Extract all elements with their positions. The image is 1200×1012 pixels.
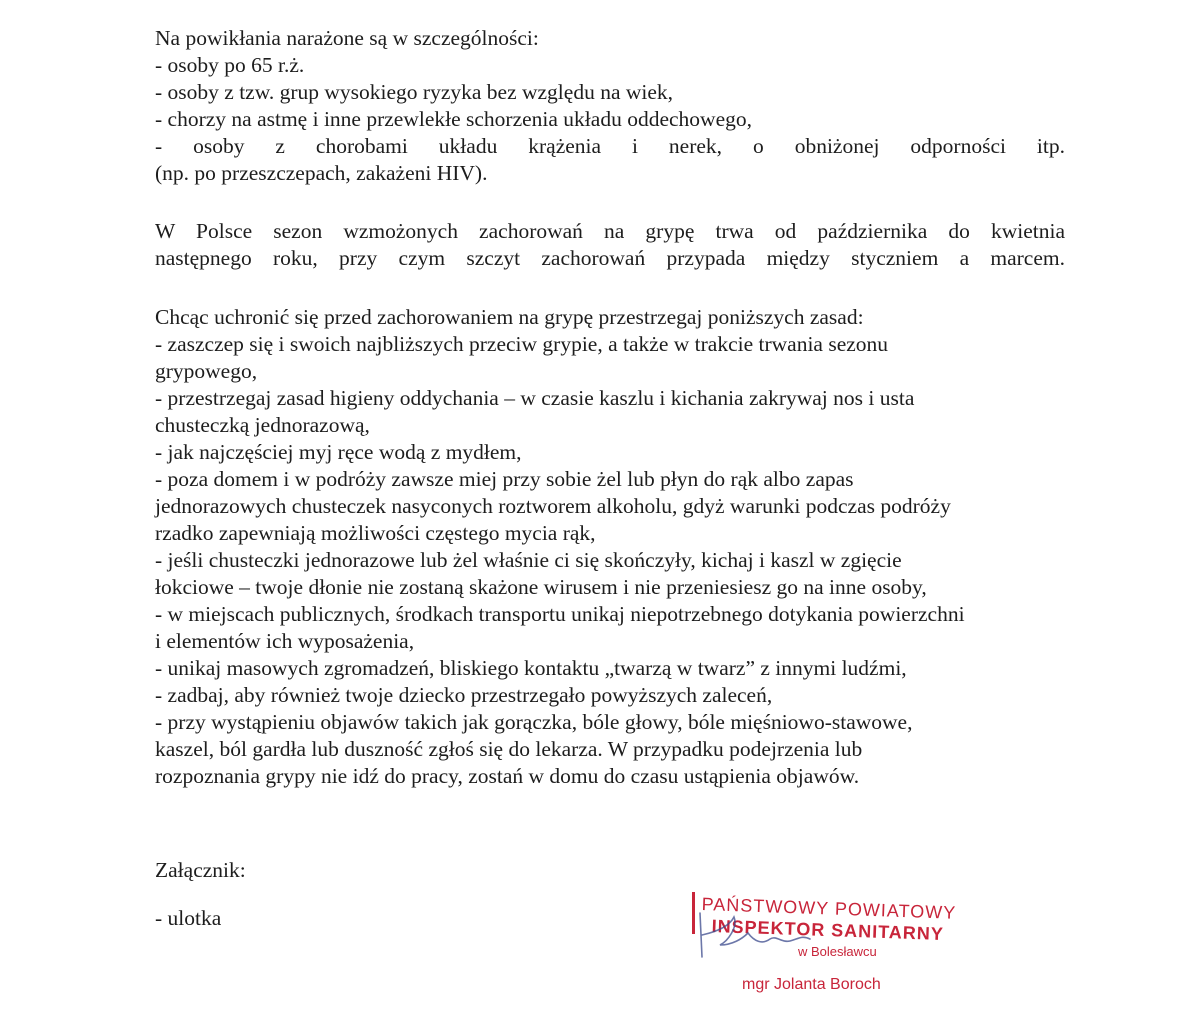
text-line: kaszel, ból gardła lub duszność zgłoś się do lekarza. W przypadku podejrzenia lub	[155, 737, 863, 761]
handwritten-signature	[690, 905, 830, 965]
text-line: - chorzy na astmę i inne przewlekłe schorzenia układu oddechowego,	[155, 107, 752, 131]
text-line: - przy wystąpieniu objawów takich jak gorączka, bóle głowy, bóle mięśniowo-stawowe,	[155, 710, 913, 734]
text-line: - zaszczep się i swoich najbliższych przeciw grypie, a także w trakcie trwania sezonu	[155, 332, 889, 356]
text-line: grypowego,	[155, 359, 258, 383]
stamp-line-2: INSPEKTOR SANITARNY	[711, 916, 945, 945]
text-line: rzadko zapewniają możliwości częstego mycia rąk,	[155, 521, 596, 545]
text-line: - jak najczęściej myj ręce wodą z mydłem,	[155, 440, 522, 464]
text-line: - osoby z tzw. grup wysokiego ryzyka bez względu na wiek,	[155, 80, 674, 104]
text-line: i elementów ich wyposażenia,	[155, 629, 415, 653]
stamp-name: mgr Jolanta Boroch	[742, 976, 881, 993]
stamp-line-1: PAŃSTWOWY POWIATOWY	[701, 894, 957, 923]
paragraph-complications	[155, 25, 1065, 187]
text-line: - osoby po 65 r.ż.	[155, 53, 305, 77]
text-line: łokciowe – twoje dłonie nie zostaną skażone wirusem i nie przeniesiesz go na inne osoby,	[155, 575, 927, 599]
text-line: Na powikłania narażone są w szczególności:	[155, 26, 539, 50]
text-line: - przestrzegaj zasad higieny oddychania – w czasie kaszlu i kichania zakrywaj nos i usta	[155, 386, 915, 410]
text-line: Chcąc uchronić się przed zachorowaniem na grypę przestrzegaj poniższych zasad:	[155, 305, 864, 329]
attachment-title: Załącznik:	[155, 858, 246, 882]
attachment-item: - ulotka	[155, 906, 222, 930]
text-line: (np. po przeszczepach, zakażeni HIV).	[155, 161, 488, 185]
text-line: - zadbaj, aby również twoje dziecko przestrzegało powyższych zaleceń,	[155, 683, 773, 707]
paragraph-flu-season	[155, 218, 1065, 272]
text-line: W Polsce sezon wzmożonych zachorowań na grypę trwa od października do kwietnia	[155, 219, 1065, 243]
text-line: chusteczką jednorazową,	[155, 413, 370, 437]
paragraph-prevention-rules	[155, 304, 1065, 790]
stamp-line-3: w Bolesławcu	[798, 944, 877, 959]
text-line: - w miejscach publicznych, środkach transportu unikaj niepotrzebnego dotykania powierzchni	[155, 602, 965, 626]
text-line: następnego roku, przy czym szczyt zachorowań przypada między styczniem a marcem.	[155, 246, 1065, 270]
text-line: rozpoznania grypy nie idź do pracy, zostań w domu do czasu ustąpienia objawów.	[155, 764, 860, 788]
text-line: - unikaj masowych zgromadzeń, bliskiego kontaktu „twarzą w twarz” z innymi ludźmi,	[155, 656, 907, 680]
text-line: jednorazowych chusteczek nasyconych roztworem alkoholu, gdyż warunki podczas podróży	[155, 494, 951, 518]
text-line: - poza domem i w podróży zawsze miej przy sobie żel lub płyn do rąk albo zapas	[155, 467, 854, 491]
text-line: - osoby z chorobami układu krążenia i nerek, o obniżonej odporności itp.	[155, 134, 1065, 158]
text-line: - jeśli chusteczki jednorazowe lub żel właśnie ci się skończyły, kichaj i kaszl w zgięcie	[155, 548, 902, 572]
